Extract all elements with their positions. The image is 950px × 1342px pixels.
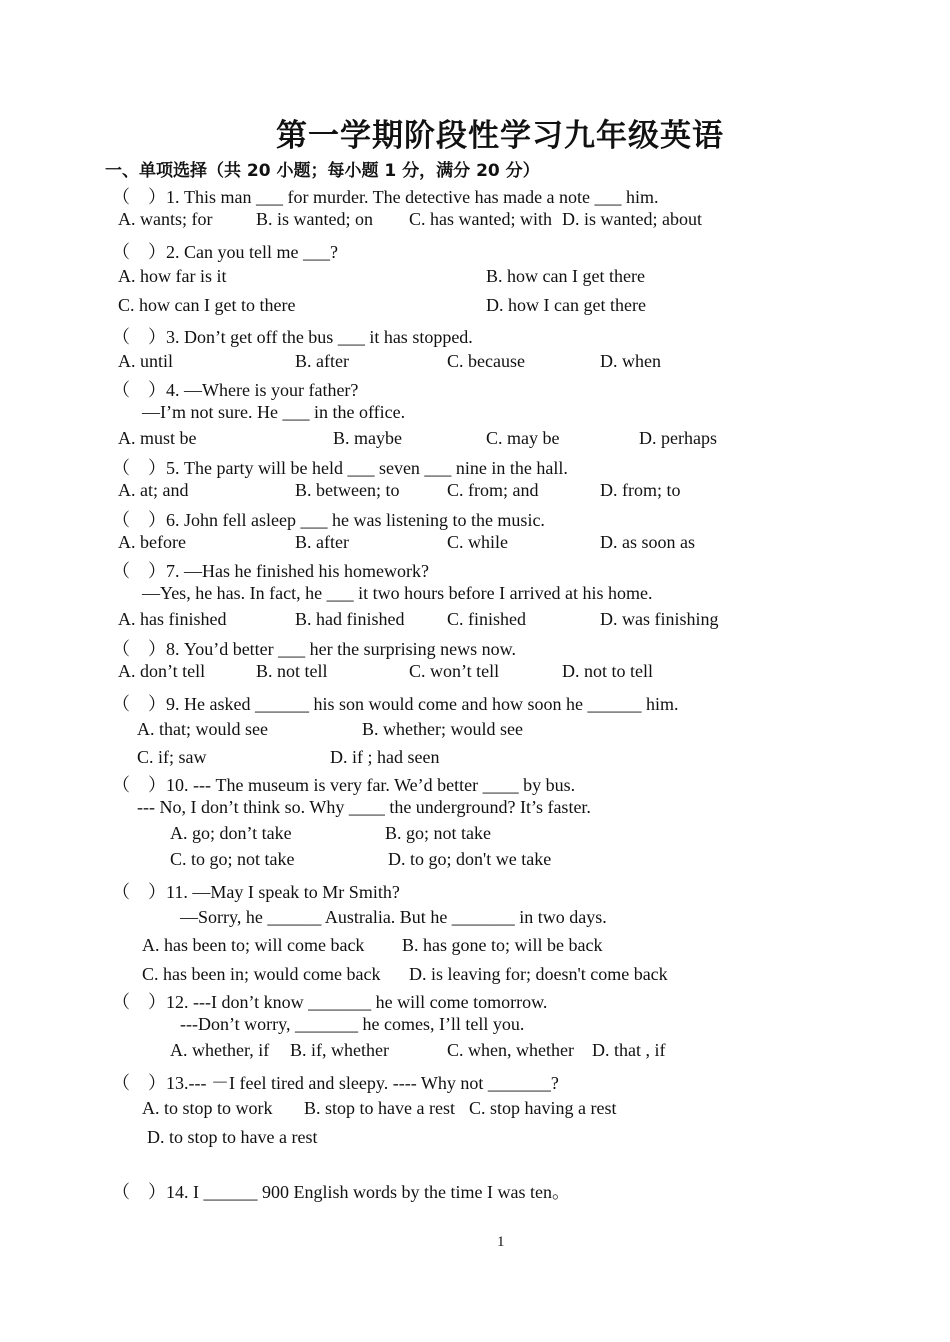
q8-option-b: B. not tell (256, 661, 328, 681)
q2-option-d: D. how I can get there (486, 295, 646, 315)
q11-option-d: D. is leaving for; doesn't come back (409, 964, 668, 984)
question-1: （ ）1. This man ___ for murder. The detective has made a note ___ him. (112, 187, 659, 207)
q6-option-b: B. after (295, 532, 349, 552)
q13-option-c: C. stop having a rest (469, 1098, 617, 1118)
q1-option-c: C. has wanted; with (409, 209, 552, 229)
question-7: （ ）7. —Has he finished his homework? (112, 561, 429, 581)
q5-option-d: D. from; to (600, 480, 681, 500)
q3-option-d: D. when (600, 351, 661, 371)
section-heading: 一、单项选择（共 20 小题；每小题 1 分，满分 20 分） (105, 161, 540, 181)
q12-option-d: D. that , if (592, 1040, 666, 1060)
q10-option-c: C. to go; not take (170, 849, 295, 869)
question-7-answer-line: —Yes, he has. In fact, he ___ it two hours before I arrived at his home. (142, 583, 653, 603)
q5-option-b: B. between; to (295, 480, 400, 500)
q5-option-a: A. at; and (118, 480, 189, 500)
q10-option-a: A. go; don’t take (170, 823, 292, 843)
q7-option-d: D. was finishing (600, 609, 719, 629)
q1-option-a: A. wants; for (118, 209, 213, 229)
page-title: 第一学期阶段性学习九年级英语 (276, 118, 724, 154)
q8-option-a: A. don’t tell (118, 661, 206, 681)
q3-option-c: C. because (447, 351, 525, 371)
q1-option-b: B. is wanted; on (256, 209, 373, 229)
q4-option-c: C. may be (486, 428, 560, 448)
q12-option-c: C. when, whether (447, 1040, 574, 1060)
q2-option-a: A. how far is it (118, 266, 227, 286)
q7-option-b: B. had finished (295, 609, 405, 629)
q9-option-b: B. whether; would see (362, 719, 523, 739)
q8-option-d: D. not to tell (562, 661, 653, 681)
q8-option-c: C. won’t tell (409, 661, 500, 681)
question-10-answer-line: --- No, I don’t think so. Why ____ the underground? It’s faster. (137, 797, 591, 817)
q2-option-b: B. how can I get there (486, 266, 645, 286)
question-11-answer-line: —Sorry, he ______ Australia. But he _______ in two days. (180, 907, 607, 927)
question-11: （ ）11. —May I speak to Mr Smith? (112, 882, 400, 902)
q10-option-b: B. go; not take (385, 823, 491, 843)
question-5: （ ）5. The party will be held ___ seven ___ nine in the hall. (112, 458, 568, 478)
q4-option-a: A. must be (118, 428, 197, 448)
question-4-answer-line: —I’m not sure. He ___ in the office. (142, 402, 406, 422)
q6-option-d: D. as soon as (600, 532, 695, 552)
question-8: （ ）8. You’d better ___ her the surprising news now. (112, 639, 516, 659)
q9-option-d: D. if ; had seen (330, 747, 440, 767)
q11-option-a: A. has been to; will come back (142, 935, 365, 955)
q5-option-c: C. from; and (447, 480, 539, 500)
question-10: （ ）10. --- The museum is very far. We’d better ____ by bus. (112, 775, 576, 795)
q12-option-a: A. whether, if (170, 1040, 270, 1060)
q2-option-c: C. how can I get to there (118, 295, 296, 315)
page-number: 1 (497, 1234, 505, 1250)
q13-option-b: B. stop to have a rest (304, 1098, 455, 1118)
question-6: （ ）6. John fell asleep ___ he was listening to the music. (112, 510, 545, 530)
q9-option-a: A. that; would see (137, 719, 268, 739)
q4-option-b: B. maybe (333, 428, 402, 448)
q11-option-b: B. has gone to; will be back (402, 935, 603, 955)
question-9: （ ）9. He asked ______ his son would come and how soon he ______ him. (112, 694, 679, 714)
question-14: （ ）14. I ______ 900 English words by the time I was ten。 (112, 1182, 570, 1202)
q11-option-c: C. has been in; would come back (142, 964, 381, 984)
q6-option-a: A. before (118, 532, 186, 552)
question-13: （ ）13.--- －I feel tired and sleepy. ---- Why not _______? (112, 1073, 559, 1093)
q7-option-a: A. has finished (118, 609, 227, 629)
q9-option-c: C. if; saw (137, 747, 207, 767)
q13-option-a: A. to stop to work (142, 1098, 273, 1118)
q12-option-b: B. if, whether (290, 1040, 389, 1060)
question-12-answer-line: ---Don’t worry, _______ he comes, I’ll tell you. (180, 1014, 525, 1034)
q7-option-c: C. finished (447, 609, 526, 629)
q13-option-d: D. to stop to have a rest (147, 1127, 318, 1147)
q6-option-c: C. while (447, 532, 508, 552)
question-4: （ ）4. —Where is your father? (112, 380, 359, 400)
q10-option-d: D. to go; don't we take (388, 849, 552, 869)
question-2: （ ）2. Can you tell me ___? (112, 242, 338, 262)
q3-option-b: B. after (295, 351, 349, 371)
q1-option-d: D. is wanted; about (562, 209, 702, 229)
question-3: （ ）3. Don’t get off the bus ___ it has stopped. (112, 327, 473, 347)
q3-option-a: A. until (118, 351, 174, 371)
q4-option-d: D. perhaps (639, 428, 717, 448)
question-12: （ ）12. ---I don’t know _______ he will come tomorrow. (112, 992, 548, 1012)
